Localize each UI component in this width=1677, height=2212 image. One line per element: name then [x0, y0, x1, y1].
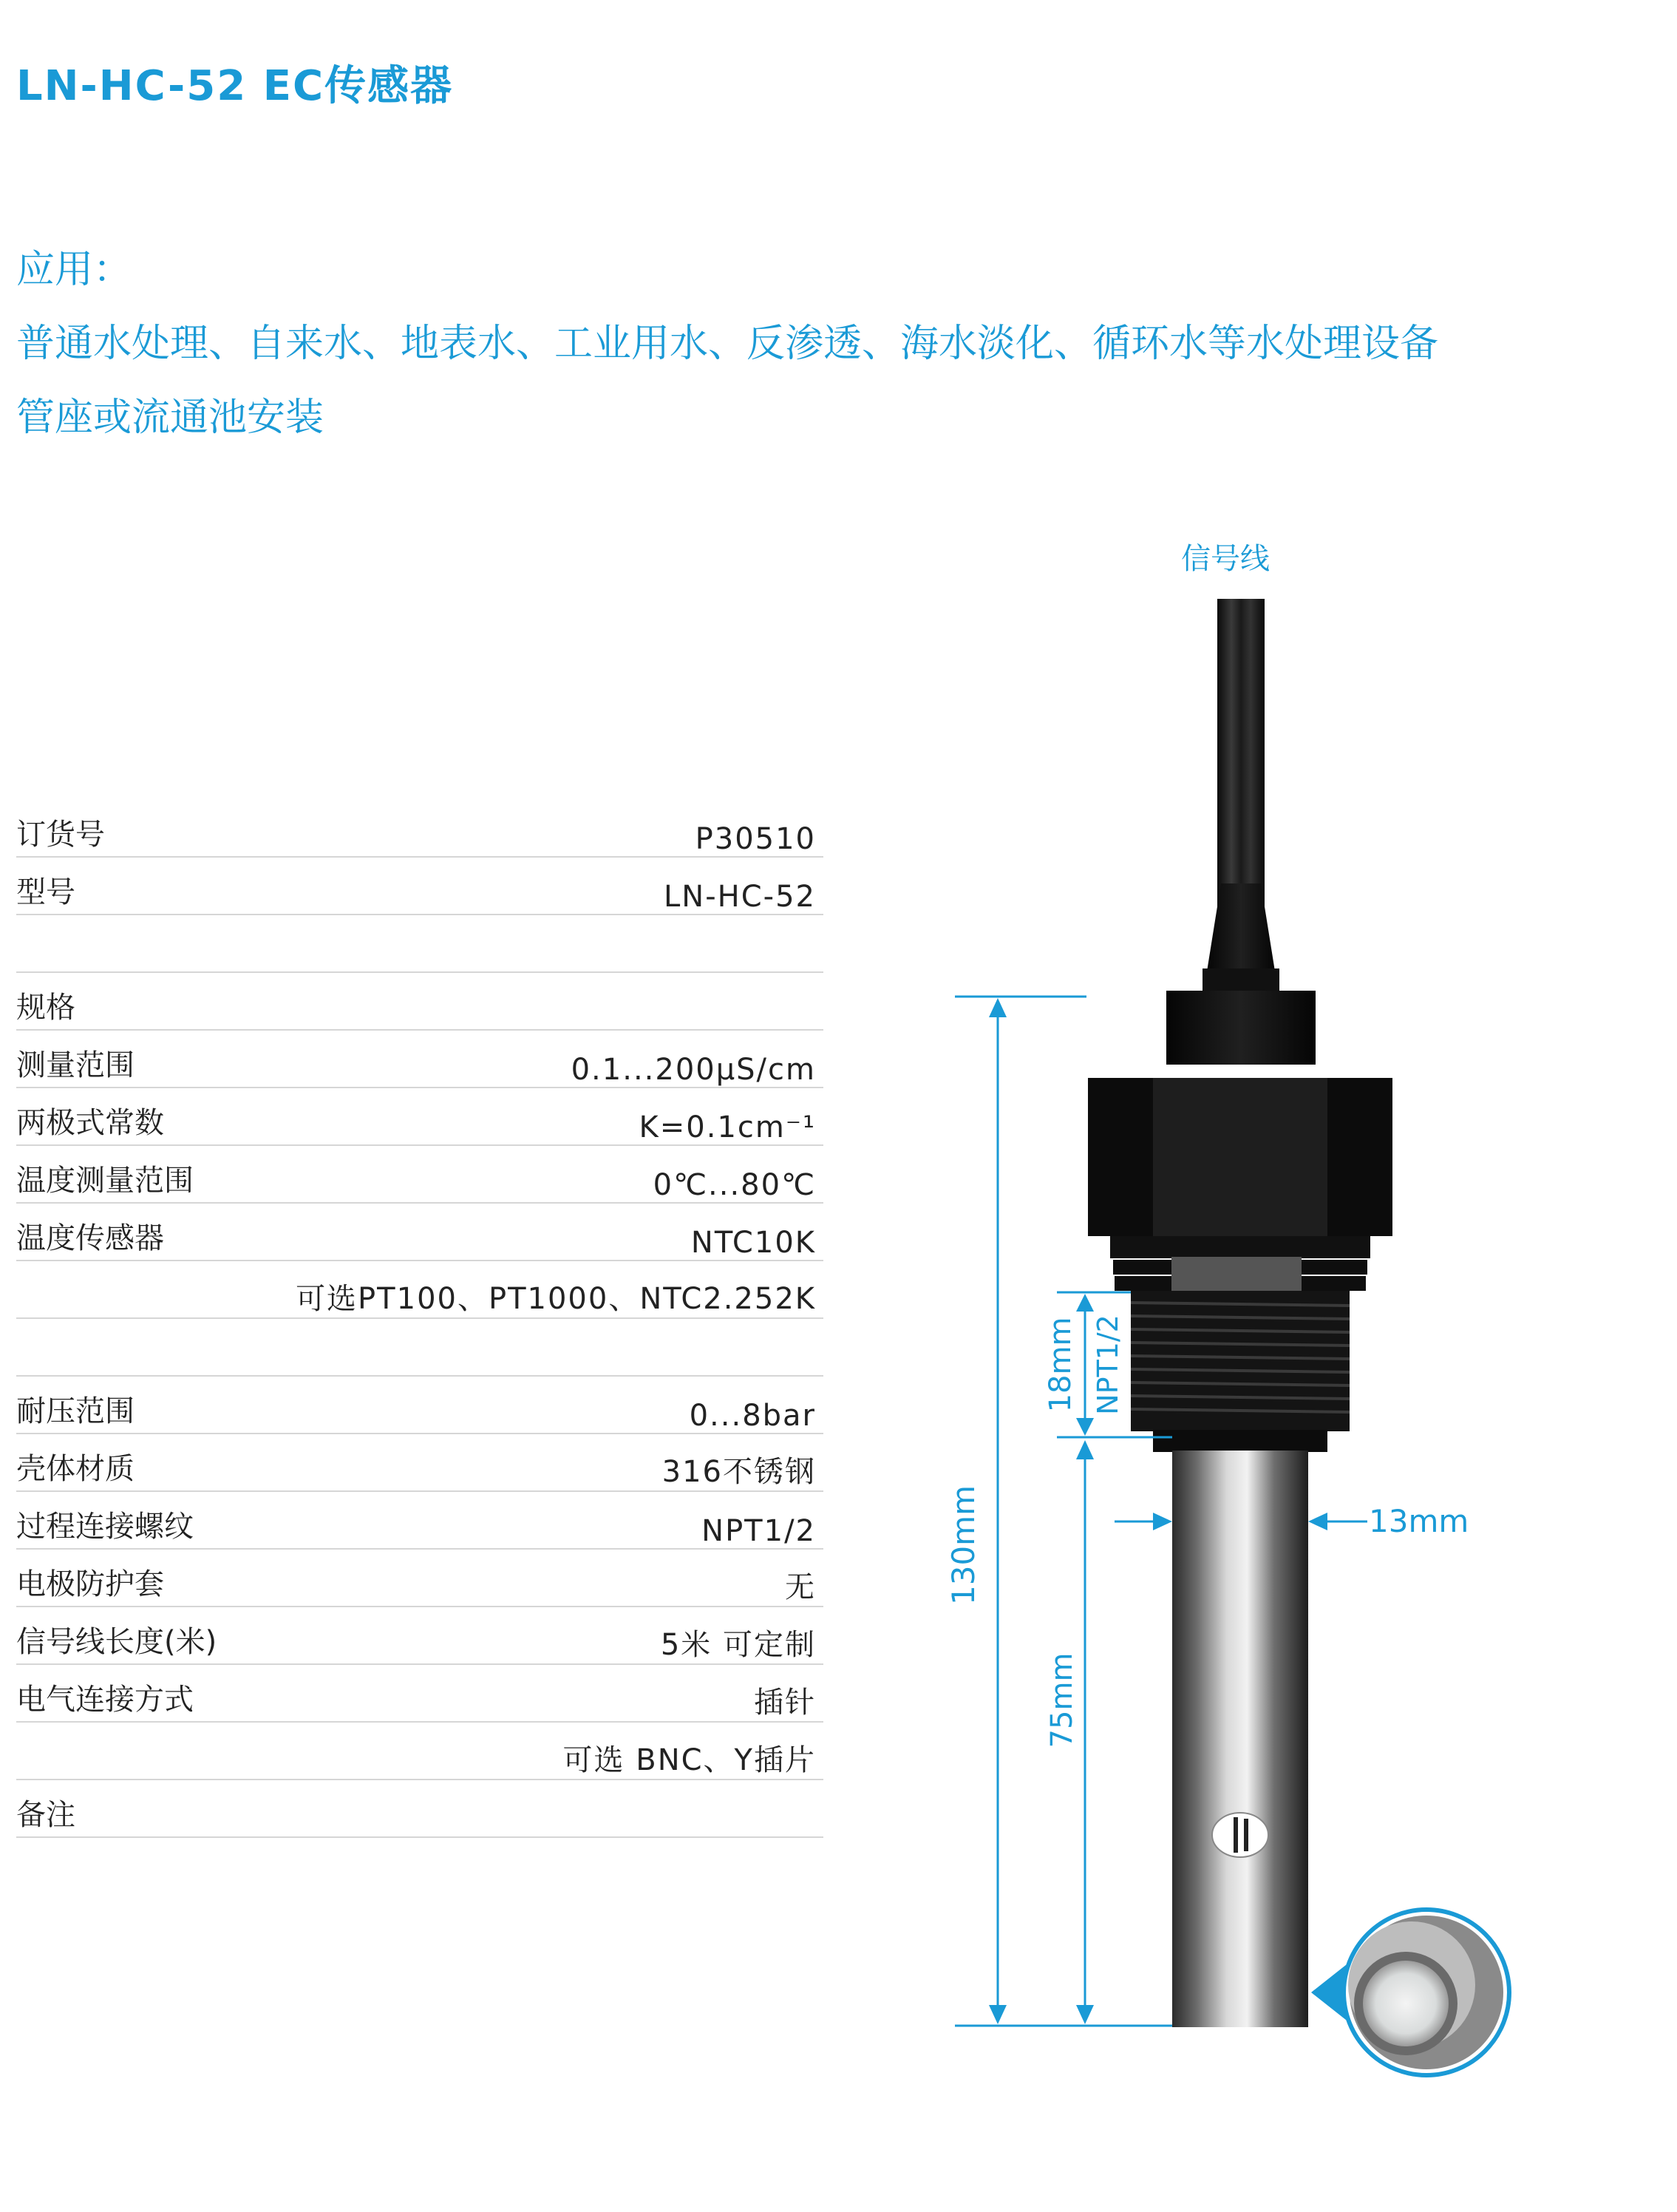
spec-value: NTC10K — [690, 1226, 816, 1260]
spec-key: 规格 — [16, 991, 75, 1025]
application-heading: 应用： — [16, 248, 132, 292]
collar-inner-grey — [1171, 1257, 1302, 1294]
spec-row-pressure-range — [16, 1377, 823, 1434]
tip-detail — [1344, 1910, 1509, 2075]
probe-hole — [1212, 1813, 1268, 1857]
spec-row-order-number — [16, 800, 823, 858]
spec-row-temperature-range — [16, 1146, 823, 1204]
spec-row-process-thread — [16, 1492, 823, 1550]
spec-key: 电气连接方式 — [16, 1683, 194, 1717]
spec-row-temperature-sensor — [16, 1204, 823, 1261]
sensor-head-upper — [1166, 991, 1316, 1065]
hex-nut-face — [1153, 1078, 1327, 1236]
dimension-diameter-label: 13mm — [1369, 1503, 1469, 1539]
spec-value: 插针 — [754, 1686, 816, 1720]
spec-value: NPT1/2 — [701, 1514, 816, 1548]
spec-value: P30510 — [695, 822, 816, 856]
spec-value: 316不锈钢 — [661, 1455, 816, 1489]
spec-key: 耐压范围 — [16, 1394, 135, 1428]
spec-row-spacer — [16, 1319, 823, 1377]
spec-key: 型号 — [16, 875, 75, 909]
spec-row-model — [16, 858, 823, 915]
application-text-line-1: 普通水处理、自来水、地表水、工业用水、反渗透、海水淡化、循环水等水处理设备 — [16, 322, 1439, 366]
spec-value: 无 — [785, 1570, 816, 1604]
spec-row-temperature-sensor-options — [16, 1261, 823, 1319]
sensor-illustration — [916, 518, 1677, 2107]
dimension-total-label: 130mm — [945, 1485, 982, 1605]
thread-type-label: NPT1/2 — [1092, 1314, 1124, 1415]
steel-probe — [1172, 1451, 1308, 2027]
spec-key: 两极式常数 — [16, 1106, 164, 1140]
strain-relief — [1206, 883, 1276, 976]
spec-row-connection-options — [16, 1723, 823, 1780]
spec-value: 可选 BNC、Y插片 — [562, 1743, 816, 1777]
thread-shoulder — [1153, 1430, 1327, 1452]
sensor-dimension-drawing — [916, 518, 1677, 2107]
spec-key: 壳体材质 — [16, 1452, 135, 1486]
spec-row-housing-material — [16, 1434, 823, 1492]
spec-key: 温度测量范围 — [16, 1164, 194, 1198]
spec-key: 过程连接螺纹 — [16, 1510, 194, 1544]
spec-row-specification — [16, 973, 823, 1031]
spec-row-remarks — [16, 1780, 823, 1838]
spec-value: 可选PT100、PT1000、NTC2.252K — [296, 1282, 816, 1316]
spec-row-spacer — [16, 915, 823, 973]
spec-table — [16, 800, 823, 1838]
dimension-probe-label: 75mm — [1045, 1652, 1079, 1748]
spec-value: LN-HC-52 — [664, 880, 816, 914]
spec-key: 备注 — [16, 1798, 75, 1832]
collar — [1110, 1236, 1370, 1258]
spec-key: 订货号 — [16, 818, 105, 852]
spec-value: 5米 可定制 — [660, 1628, 816, 1662]
dimension-thread-label: 18mm — [1044, 1317, 1078, 1413]
signal-cable-label: 信号线 — [1181, 542, 1270, 576]
spec-key: 信号线长度(米) — [16, 1625, 217, 1659]
spec-key: 测量范围 — [16, 1048, 135, 1082]
spec-row-electrical-connection — [16, 1665, 823, 1723]
spec-row-measuring-range — [16, 1031, 823, 1088]
application-text-line-2: 管座或流通池安装 — [16, 396, 324, 440]
spec-value: K=0.1cm⁻¹ — [639, 1110, 816, 1144]
spec-row-cable-length — [16, 1607, 823, 1665]
spec-row-protective-sleeve — [16, 1550, 823, 1607]
page-title: LN-HC-52 EC传感器 — [16, 62, 454, 110]
spec-key: 电极防护套 — [16, 1567, 164, 1601]
spec-row-cell-constant — [16, 1088, 823, 1146]
spec-value: 0.1...200μS/cm — [571, 1053, 816, 1087]
spec-value: 0...8bar — [689, 1399, 816, 1433]
spec-key: 温度传感器 — [16, 1221, 164, 1255]
spec-value: 0℃...80℃ — [653, 1168, 816, 1202]
